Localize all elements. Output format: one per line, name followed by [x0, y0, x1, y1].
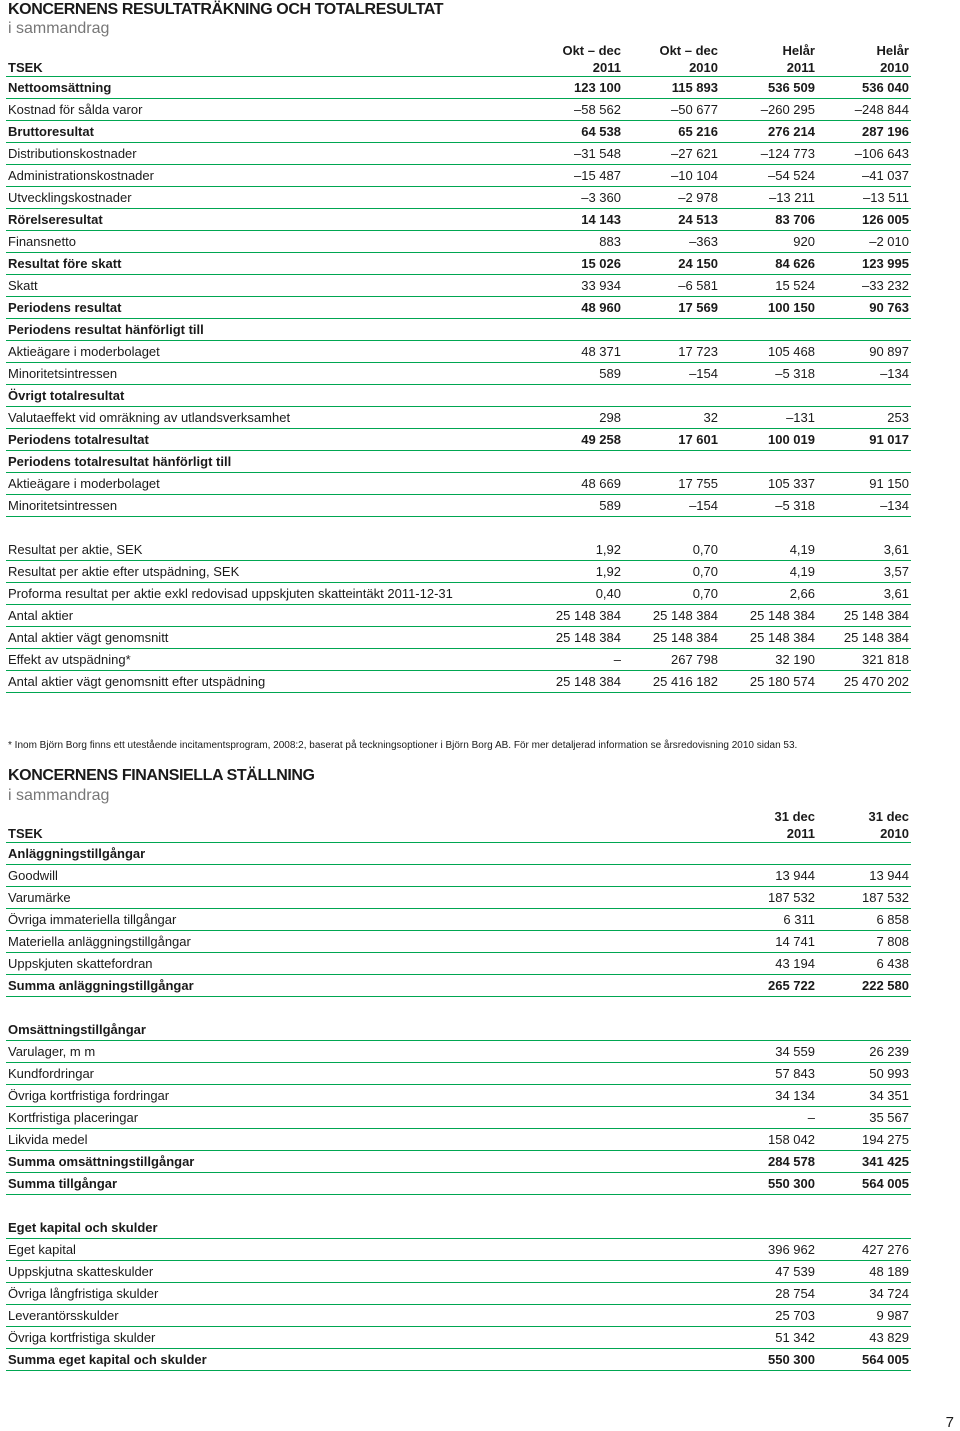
row-value: –106 643: [817, 143, 911, 165]
row-label: Antal aktier: [6, 605, 526, 627]
row-value: 25 148 384: [623, 605, 720, 627]
row-value: 341 425: [817, 1151, 911, 1173]
spacer-cell: [623, 517, 720, 540]
row-value: –27 621: [623, 143, 720, 165]
row-value: –54 524: [720, 165, 817, 187]
row-value: [623, 451, 720, 473]
table-row: [6, 1107, 911, 1129]
row-value: 90 897: [817, 341, 911, 363]
row-label: Eget kapital: [6, 1239, 720, 1261]
spacer-cell: [817, 517, 911, 540]
row-label: Aktieägare i moderbolaget: [6, 473, 526, 495]
table-row: [6, 407, 911, 429]
row-value: –260 295: [720, 99, 817, 121]
row-value: 1,92: [526, 539, 623, 561]
table-row: [6, 1151, 911, 1173]
row-value: –58 562: [526, 99, 623, 121]
row-value: 126 005: [817, 209, 911, 231]
table-row: [6, 865, 911, 887]
row-value: –5 318: [720, 363, 817, 385]
table-row: [6, 319, 911, 341]
row-value: 48 960: [526, 297, 623, 319]
table-row: [6, 627, 911, 649]
spacer-cell: [817, 1195, 911, 1218]
row-value: 50 993: [817, 1063, 911, 1085]
spacer-cell: [526, 517, 623, 540]
table-row: [6, 1173, 911, 1195]
row-value: 3,57: [817, 561, 911, 583]
section-heading: Eget kapital och skulder: [6, 1217, 720, 1239]
table-row: [6, 1283, 911, 1305]
table-row: [6, 931, 911, 953]
row-value: [526, 319, 623, 341]
balance-header-row: [6, 806, 911, 843]
table-row: [6, 583, 911, 605]
row-value: 15 026: [526, 253, 623, 275]
row-value: 49 258: [526, 429, 623, 451]
row-value: 0,70: [623, 561, 720, 583]
row-value: 267 798: [623, 649, 720, 671]
row-value: 17 755: [623, 473, 720, 495]
row-value: –: [526, 649, 623, 671]
row-value: 25 148 384: [720, 605, 817, 627]
row-label: Varulager, m m: [6, 1041, 720, 1063]
table-row: [6, 429, 911, 451]
row-label: Resultat per aktie, SEK: [6, 539, 526, 561]
row-value: 4,19: [720, 561, 817, 583]
row-value: 589: [526, 495, 623, 517]
section-heading: Omsättningstillgångar: [6, 1019, 720, 1041]
row-value: 65 216: [623, 121, 720, 143]
section-heading: Anläggningstillgångar: [6, 843, 720, 865]
row-value: [526, 385, 623, 407]
table-row: [6, 385, 911, 407]
row-value: 564 005: [817, 1349, 911, 1371]
row-label: Övriga kortfristiga fordringar: [6, 1085, 720, 1107]
spacer-cell: [720, 517, 817, 540]
row-value: 396 962: [720, 1239, 817, 1261]
row-value: –15 487: [526, 165, 623, 187]
row-value: –154: [623, 495, 720, 517]
row-label: Övrigt totalresultat: [6, 385, 526, 407]
row-value: 883: [526, 231, 623, 253]
spacer-cell: [720, 1195, 817, 1218]
table-row: [6, 495, 911, 517]
spacer-cell: [6, 997, 720, 1020]
row-value: [817, 1019, 911, 1041]
row-label: Summa tillgångar: [6, 1173, 720, 1195]
balance-title: KONCERNENS FINANSIELLA STÄLLNING: [8, 767, 315, 784]
row-value: –31 548: [526, 143, 623, 165]
row-value: 265 722: [720, 975, 817, 997]
balance-unit: TSEK: [6, 806, 720, 843]
row-label: Periodens resultat: [6, 297, 526, 319]
row-value: –10 104: [623, 165, 720, 187]
row-label: Effekt av utspädning*: [6, 649, 526, 671]
row-label: Periodens totalresultat hänförligt till: [6, 451, 526, 473]
row-label: Övriga immateriella tillgångar: [6, 909, 720, 931]
row-value: –13 511: [817, 187, 911, 209]
row-label: Valutaeffekt vid omräkning av utlandsverksamhet: [6, 407, 526, 429]
row-value: 14 741: [720, 931, 817, 953]
table-row: [6, 887, 911, 909]
table-row: [6, 121, 911, 143]
row-value: 1,92: [526, 561, 623, 583]
row-value: [817, 1217, 911, 1239]
table-row: [6, 341, 911, 363]
row-value: [623, 385, 720, 407]
row-value: –2 978: [623, 187, 720, 209]
row-label: Periodens resultat hänförligt till: [6, 319, 526, 341]
section-heading-row: [6, 1019, 911, 1041]
spacer-cell: [6, 517, 526, 540]
row-value: 6 858: [817, 909, 911, 931]
table-row: [6, 143, 911, 165]
row-label: Likvida medel: [6, 1129, 720, 1151]
row-value: 115 893: [623, 77, 720, 99]
table-row: [6, 1305, 911, 1327]
table-row: [6, 539, 911, 561]
row-value: 920: [720, 231, 817, 253]
row-value: –134: [817, 363, 911, 385]
row-value: 536 509: [720, 77, 817, 99]
row-value: 536 040: [817, 77, 911, 99]
row-label: Övriga kortfristiga skulder: [6, 1327, 720, 1349]
row-value: 14 143: [526, 209, 623, 231]
row-value: 13 944: [720, 865, 817, 887]
table-row: [6, 1327, 911, 1349]
row-value: 17 723: [623, 341, 720, 363]
balance-col-header: 31 dec 2010: [817, 806, 911, 843]
row-value: –13 211: [720, 187, 817, 209]
row-value: 158 042: [720, 1129, 817, 1151]
row-value: 564 005: [817, 1173, 911, 1195]
row-value: 123 100: [526, 77, 623, 99]
row-value: 47 539: [720, 1261, 817, 1283]
row-label: Kostnad för sålda varor: [6, 99, 526, 121]
row-label: Resultat per aktie efter utspädning, SEK: [6, 561, 526, 583]
table-row: [6, 1349, 911, 1371]
row-label: Aktieägare i moderbolaget: [6, 341, 526, 363]
row-value: 105 337: [720, 473, 817, 495]
table-row: [6, 975, 911, 997]
row-value: [817, 843, 911, 865]
table-row: [6, 451, 911, 473]
row-label: Nettoomsättning: [6, 77, 526, 99]
row-value: 25 148 384: [817, 627, 911, 649]
row-value: 3,61: [817, 539, 911, 561]
row-value: 25 470 202: [817, 671, 911, 693]
row-value: 83 706: [720, 209, 817, 231]
row-label: Antal aktier vägt genomsnitt efter utspädning: [6, 671, 526, 693]
row-value: –2 010: [817, 231, 911, 253]
row-value: 3,61: [817, 583, 911, 605]
income-header-row: [6, 40, 911, 77]
row-value: –248 844: [817, 99, 911, 121]
row-value: –134: [817, 495, 911, 517]
balance-subtitle: i sammandrag: [8, 787, 110, 804]
spacer-cell: [720, 997, 817, 1020]
row-label: Övriga långfristiga skulder: [6, 1283, 720, 1305]
row-value: –5 318: [720, 495, 817, 517]
row-label: Minoritetsintressen: [6, 363, 526, 385]
income-subtitle: i sammandrag: [8, 20, 110, 37]
row-value: –33 232: [817, 275, 911, 297]
row-value: 276 214: [720, 121, 817, 143]
row-value: 25 148 384: [526, 671, 623, 693]
table-row: [6, 363, 911, 385]
row-value: 64 538: [526, 121, 623, 143]
page-number: 7: [945, 1414, 954, 1431]
row-label: Antal aktier vägt genomsnitt: [6, 627, 526, 649]
row-value: 91 017: [817, 429, 911, 451]
income-table: [6, 40, 911, 693]
row-label: Utvecklingskostnader: [6, 187, 526, 209]
row-value: [526, 451, 623, 473]
row-value: 32 190: [720, 649, 817, 671]
row-value: [720, 451, 817, 473]
table-row: [6, 297, 911, 319]
table-row: [6, 909, 911, 931]
row-value: 17 601: [623, 429, 720, 451]
row-value: 0,40: [526, 583, 623, 605]
row-label: Summa eget kapital och skulder: [6, 1349, 720, 1371]
row-value: 34 351: [817, 1085, 911, 1107]
section-heading-row: [6, 1217, 911, 1239]
row-value: 90 763: [817, 297, 911, 319]
row-value: 13 944: [817, 865, 911, 887]
row-label: Uppskjutna skatteskulder: [6, 1261, 720, 1283]
spacer-cell: [817, 997, 911, 1020]
row-value: 0,70: [623, 539, 720, 561]
row-value: 100 019: [720, 429, 817, 451]
table-row: [6, 1041, 911, 1063]
row-label: Bruttoresultat: [6, 121, 526, 143]
row-label: Leverantörsskulder: [6, 1305, 720, 1327]
row-value: 287 196: [817, 121, 911, 143]
row-value: 427 276: [817, 1239, 911, 1261]
row-value: 48 669: [526, 473, 623, 495]
balance-col-header: 31 dec 2011: [720, 806, 817, 843]
row-label: Kortfristiga placeringar: [6, 1107, 720, 1129]
table-row: [6, 561, 911, 583]
row-value: 222 580: [817, 975, 911, 997]
row-value: 123 995: [817, 253, 911, 275]
row-value: 194 275: [817, 1129, 911, 1151]
row-value: [720, 1019, 817, 1041]
table-row: [6, 209, 911, 231]
balance-table: [6, 806, 911, 1371]
row-value: [720, 1217, 817, 1239]
table-row: [6, 1063, 911, 1085]
row-value: 34 724: [817, 1283, 911, 1305]
table-row: [6, 1085, 911, 1107]
table-row: [6, 187, 911, 209]
row-value: –41 037: [817, 165, 911, 187]
footnote: * Inom Björn Borg finns ett utestående incitamentsprogram, 2008:2, baserat på teckningsoptioner i Björn Borg AB. För mer detaljerad information se årsredovisning 2010 sidan 53.: [8, 740, 798, 751]
row-value: 25 180 574: [720, 671, 817, 693]
row-value: 25 148 384: [623, 627, 720, 649]
row-value: 298: [526, 407, 623, 429]
table-row: [6, 253, 911, 275]
row-value: 43 194: [720, 953, 817, 975]
row-value: [720, 319, 817, 341]
row-value: 91 150: [817, 473, 911, 495]
row-value: 24 150: [623, 253, 720, 275]
row-value: 17 569: [623, 297, 720, 319]
table-row: [6, 275, 911, 297]
row-value: –6 581: [623, 275, 720, 297]
income-title: KONCERNENS RESULTATRÄKNING OCH TOTALRESULTAT: [8, 1, 444, 18]
row-value: 589: [526, 363, 623, 385]
spacer-row: [6, 517, 911, 540]
row-label: Materiella anläggningstillgångar: [6, 931, 720, 953]
table-row: [6, 605, 911, 627]
table-row: [6, 649, 911, 671]
row-value: 6 311: [720, 909, 817, 931]
table-row: [6, 1261, 911, 1283]
row-label: Kundfordringar: [6, 1063, 720, 1085]
row-value: 187 532: [817, 887, 911, 909]
row-value: 7 808: [817, 931, 911, 953]
table-row: [6, 231, 911, 253]
row-label: Goodwill: [6, 865, 720, 887]
section-heading-row: [6, 843, 911, 865]
row-value: [817, 319, 911, 341]
row-value: 43 829: [817, 1327, 911, 1349]
row-value: 284 578: [720, 1151, 817, 1173]
row-value: 24 513: [623, 209, 720, 231]
row-value: 51 342: [720, 1327, 817, 1349]
row-value: –154: [623, 363, 720, 385]
table-row: [6, 1239, 911, 1261]
row-value: 550 300: [720, 1173, 817, 1195]
row-label: Summa omsättningstillgångar: [6, 1151, 720, 1173]
income-col-header: Okt – dec 2011: [526, 40, 623, 77]
row-value: 25 148 384: [526, 627, 623, 649]
row-label: Rörelseresultat: [6, 209, 526, 231]
spacer-row: [6, 1195, 911, 1218]
row-label: Periodens totalresultat: [6, 429, 526, 451]
table-row: [6, 671, 911, 693]
row-label: Administrationskostnader: [6, 165, 526, 187]
row-value: 321 818: [817, 649, 911, 671]
row-value: –50 677: [623, 99, 720, 121]
row-value: –363: [623, 231, 720, 253]
spacer-row: [6, 997, 911, 1020]
row-value: –: [720, 1107, 817, 1129]
row-value: 9 987: [817, 1305, 911, 1327]
table-row: [6, 1129, 911, 1151]
row-label: Finansnetto: [6, 231, 526, 253]
income-unit: TSEK: [6, 40, 526, 77]
row-label: Resultat före skatt: [6, 253, 526, 275]
row-value: 15 524: [720, 275, 817, 297]
row-value: 26 239: [817, 1041, 911, 1063]
row-value: [623, 319, 720, 341]
row-value: 25 148 384: [526, 605, 623, 627]
row-value: 34 134: [720, 1085, 817, 1107]
row-value: 57 843: [720, 1063, 817, 1085]
row-label: Minoritetsintressen: [6, 495, 526, 517]
row-value: 48 189: [817, 1261, 911, 1283]
row-value: [720, 385, 817, 407]
row-value: 25 148 384: [720, 627, 817, 649]
income-col-header: Helår 2011: [720, 40, 817, 77]
row-value: 0,70: [623, 583, 720, 605]
row-value: 550 300: [720, 1349, 817, 1371]
row-value: –124 773: [720, 143, 817, 165]
row-label: Summa anläggningstillgångar: [6, 975, 720, 997]
row-value: 4,19: [720, 539, 817, 561]
row-value: [720, 843, 817, 865]
row-label: Proforma resultat per aktie exkl redovisad uppskjuten skatteintäkt 2011-12-31: [6, 583, 526, 605]
row-value: 6 438: [817, 953, 911, 975]
row-value: 253: [817, 407, 911, 429]
row-value: 100 150: [720, 297, 817, 319]
row-label: Varumärke: [6, 887, 720, 909]
row-value: –3 360: [526, 187, 623, 209]
row-value: 84 626: [720, 253, 817, 275]
income-col-header: Okt – dec 2010: [623, 40, 720, 77]
row-value: 25 416 182: [623, 671, 720, 693]
table-row: [6, 99, 911, 121]
row-label: Uppskjuten skattefordran: [6, 953, 720, 975]
row-value: –131: [720, 407, 817, 429]
row-value: 105 468: [720, 341, 817, 363]
row-value: 28 754: [720, 1283, 817, 1305]
table-row: [6, 165, 911, 187]
row-value: 187 532: [720, 887, 817, 909]
income-col-header: Helår 2010: [817, 40, 911, 77]
row-label: Skatt: [6, 275, 526, 297]
row-value: 34 559: [720, 1041, 817, 1063]
row-value: 33 934: [526, 275, 623, 297]
row-value: 2,66: [720, 583, 817, 605]
row-value: [817, 385, 911, 407]
table-row: [6, 953, 911, 975]
row-value: 25 703: [720, 1305, 817, 1327]
spacer-cell: [6, 1195, 720, 1218]
table-row: [6, 77, 911, 99]
row-value: 25 148 384: [817, 605, 911, 627]
row-value: 35 567: [817, 1107, 911, 1129]
row-label: Distributionskostnader: [6, 143, 526, 165]
table-row: [6, 473, 911, 495]
row-value: 48 371: [526, 341, 623, 363]
row-value: [817, 451, 911, 473]
row-value: 32: [623, 407, 720, 429]
